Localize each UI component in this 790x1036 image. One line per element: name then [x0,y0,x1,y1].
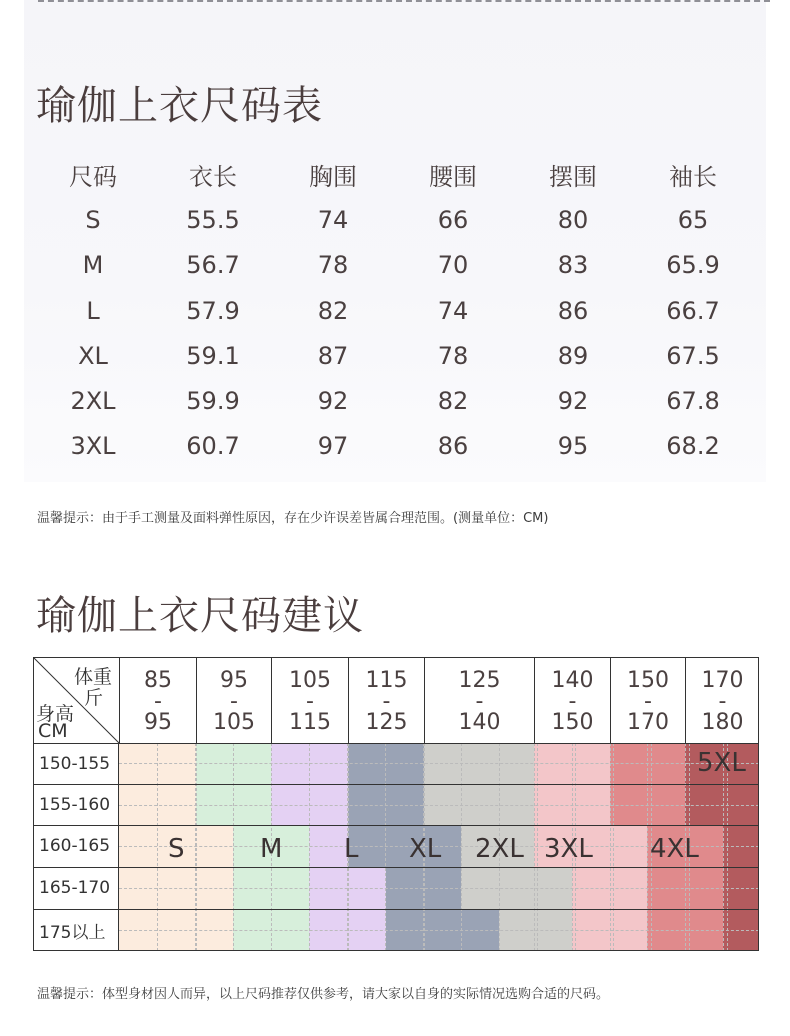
weight-top: 150 [627,668,669,693]
cell-chest: 87 [317,341,349,370]
weight-top: 170 [701,668,744,693]
corner-height-unit: CM [38,720,68,742]
cell-waist: 78 [437,341,469,370]
grid-row-line [33,825,759,826]
grid-dash-v [196,743,197,951]
cell-size: 2XL [70,387,116,416]
size-recommend-grid [33,657,759,951]
grid-dash-h [119,930,759,931]
weight-bottom: 115 [289,710,331,735]
cell-sleeve: 65 [677,205,709,234]
weight-top: 125 [458,668,501,693]
height-row-label: 165-170 [33,867,119,909]
grid-row-line [33,867,759,868]
weight-dash: - [644,689,652,714]
weight-dash: - [382,689,391,714]
weight-dash: - [154,689,162,714]
size-chart-header-row [33,152,753,197]
size-chart-table [33,152,753,469]
cell-length: 59.1 [186,341,240,370]
grid-dash-v [233,743,234,951]
corner-weight-unit: 斤 [84,687,104,709]
size-label-s: S [168,834,185,864]
recommend-note: 温馨提示：体型身材因人而异，以上尺码推荐仅供参考，请大家以自身的实际情况选购合适的尺码。 [37,987,610,1002]
cell-hem: 80 [557,205,589,234]
size-label-3xl: 3XL [544,834,593,864]
cell-size: S [85,205,101,234]
cell-hem: 89 [557,341,589,370]
size-label-2xl: 2XL [475,834,524,864]
header-chest: 胸围 [309,163,357,192]
grid-dash-h [119,888,759,889]
size-zone-l [309,743,348,951]
cell-chest: 97 [317,432,349,461]
weight-dash: - [230,689,238,714]
grid-dash-v [157,743,158,951]
weight-header-0 [119,657,196,743]
cell-size: 3XL [70,432,116,461]
height-row-label: 150-155 [33,743,119,784]
cell-size: L [86,296,100,325]
cell-sleeve: 65.9 [666,251,720,280]
cell-sleeve: 68.2 [666,432,720,461]
weight-header-1 [196,657,271,743]
grid-dash-v [537,743,538,951]
weight-dash: - [568,689,577,714]
weight-bottom: 170 [627,710,669,735]
size-chart-row [33,243,753,288]
weight-header-7 [685,657,759,743]
cell-chest: 82 [317,296,349,325]
cell-sleeve: 67.5 [666,341,720,370]
cell-waist: 70 [437,251,469,280]
header-size: 尺码 [69,163,117,192]
grid-row-line [33,784,759,785]
size-chart-row [33,424,753,469]
grid-dash-v [309,743,310,951]
cell-waist: 82 [437,387,469,416]
cell-sleeve: 67.8 [666,387,720,416]
size-chart-row [33,333,753,378]
cell-waist: 66 [437,205,469,234]
weight-bottom: 95 [144,710,172,735]
cell-size: XL [78,341,108,370]
weight-header-5 [534,657,610,743]
size-label-m: M [260,834,283,864]
size-chart-row [33,197,753,242]
grid-dash-v [385,743,386,951]
grid-dash-h [119,805,759,806]
cell-length: 56.7 [186,251,240,280]
cell-hem: 86 [557,296,589,325]
weight-header-4 [424,657,534,743]
size-chart-note: 温馨提示：由于手工测量及面料弹性原因，存在少许误差皆属合理范围。(测量单位：CM) [37,511,549,526]
corner-header [33,657,119,743]
grid-dash-v [613,743,614,951]
weight-top: 85 [144,668,172,693]
grid-dash-v [610,743,611,951]
weight-bottom: 150 [551,710,594,735]
header-hem: 摆围 [549,163,597,192]
size-label-4xl: 4XL [650,834,699,864]
header-length: 衣长 [189,163,237,192]
weight-dash: - [475,689,484,714]
grid-row-line [33,743,759,744]
cell-size: M [82,251,104,280]
height-row-label: 160-165 [33,825,119,867]
grid-dash-v [461,743,462,951]
size-chart-row [33,288,753,333]
cell-hem: 92 [557,387,589,416]
weight-top: 105 [289,668,331,693]
recommend-title: 瑜伽上衣尺码建议 [36,593,364,639]
weight-top: 115 [365,668,408,693]
cell-length: 59.9 [186,387,240,416]
grid-dash-h [119,763,759,764]
cell-chest: 92 [317,387,349,416]
corner-height-label: 身高 [36,703,75,725]
grid-dash-v [647,743,648,951]
cell-chest: 74 [317,205,349,234]
size-chart-title: 瑜伽上衣尺码表 [36,83,323,129]
weight-header-3 [348,657,424,743]
height-row-label: 155-160 [33,784,119,825]
weight-bottom: 105 [213,710,255,735]
cell-waist: 86 [437,432,469,461]
weight-top: 95 [220,668,248,693]
grid-dash-v [534,743,535,951]
cell-waist: 74 [437,296,469,325]
cell-sleeve: 66.7 [666,296,720,325]
weight-dash: - [306,689,314,714]
top-dashed-divider [38,0,770,2]
weight-header-6 [610,657,685,743]
cell-hem: 83 [557,251,589,280]
cell-hem: 95 [557,432,589,461]
weight-bottom: 125 [365,710,408,735]
weight-top: 140 [551,668,594,693]
weight-header-2 [271,657,348,743]
corner-weight-label: 体重 [74,666,113,688]
height-row-label: 175以上 [33,909,119,951]
size-label-l: L [344,834,359,864]
grid-row-line [33,909,759,910]
weight-bottom: 180 [701,710,744,735]
header-waist: 腰围 [429,163,477,192]
header-sleeve: 袖长 [669,163,717,192]
cell-chest: 78 [317,251,349,280]
weight-bottom: 140 [458,710,501,735]
weight-dash: - [718,689,727,714]
cell-length: 55.5 [186,205,240,234]
size-chart-row [33,378,753,423]
cell-length: 60.7 [186,432,240,461]
cell-length: 57.9 [186,296,240,325]
size-label-5xl: 5XL [697,748,746,778]
size-label-xl: XL [409,834,442,864]
